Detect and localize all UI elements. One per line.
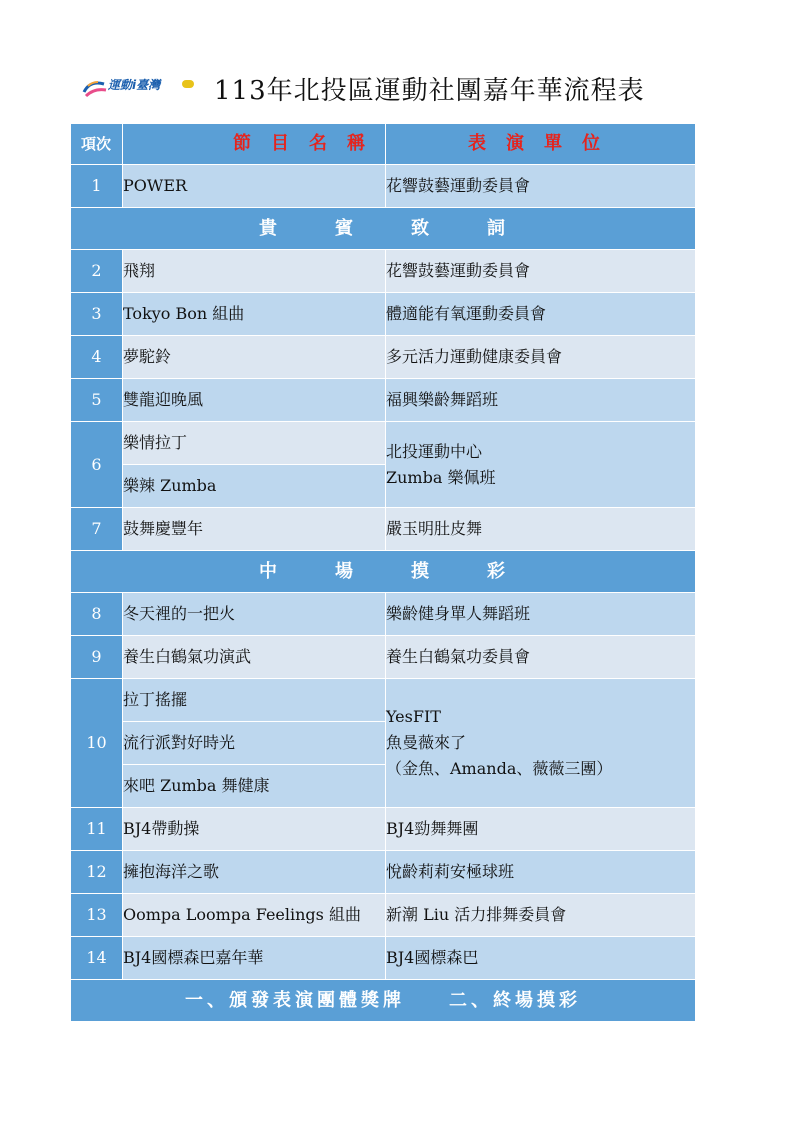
section-label: 貴賓致詞 bbox=[71, 208, 696, 250]
program-name: 鼓舞慶豐年 bbox=[123, 508, 386, 551]
table-row bbox=[71, 808, 696, 851]
row-index: 4 bbox=[71, 336, 123, 379]
performer-unit-line: YesFIT bbox=[386, 707, 441, 726]
col-header-unit: 表演單位 bbox=[386, 124, 696, 165]
table-row bbox=[71, 165, 696, 208]
program-name: Tokyo Bon 組曲 bbox=[123, 293, 386, 336]
performer-unit: 福興樂齡舞蹈班 bbox=[386, 379, 696, 422]
performer-unit: BJ4勁舞舞團 bbox=[386, 808, 696, 851]
program-name: BJ4國標森巴嘉年華 bbox=[123, 937, 386, 980]
row-index: 3 bbox=[71, 293, 123, 336]
section-label: 一、頒發表演團體獎牌 二、終場摸彩 bbox=[71, 980, 696, 1022]
table-row bbox=[71, 593, 696, 636]
table-row bbox=[71, 508, 696, 551]
row-index: 12 bbox=[71, 851, 123, 894]
performer-unit: 花響鼓藝運動委員會 bbox=[386, 250, 696, 293]
program-name: 樂情拉丁 bbox=[123, 422, 386, 465]
performer-unit: 樂齡健身單人舞蹈班 bbox=[386, 593, 696, 636]
page-header bbox=[82, 70, 645, 110]
row-index: 7 bbox=[71, 508, 123, 551]
section-row-break bbox=[71, 551, 696, 593]
row-index: 14 bbox=[71, 937, 123, 980]
table-row bbox=[71, 851, 696, 894]
table-row bbox=[71, 422, 696, 465]
performer-unit: 悅齡莉莉安極球班 bbox=[386, 851, 696, 894]
performer-unit-line: 北投運動中心 bbox=[386, 441, 483, 461]
program-table bbox=[70, 123, 696, 1022]
col-header-index: 項次 bbox=[71, 124, 123, 165]
logo-text: 運動i臺灣 bbox=[108, 78, 161, 92]
section-row-speech bbox=[71, 208, 696, 250]
program-name: 冬天裡的一把火 bbox=[123, 593, 386, 636]
program-name: 養生白鶴氣功演武 bbox=[123, 636, 386, 679]
performer-unit: 體適能有氧運動委員會 bbox=[386, 293, 696, 336]
program-name: POWER bbox=[123, 165, 386, 208]
row-index: 2 bbox=[71, 250, 123, 293]
table-header-row bbox=[71, 124, 696, 165]
program-name: 飛翔 bbox=[123, 250, 386, 293]
program-name: 來吧 Zumba 舞健康 bbox=[123, 765, 386, 808]
performer-unit: 花響鼓藝運動委員會 bbox=[386, 165, 696, 208]
table-row bbox=[71, 336, 696, 379]
col-header-name: 節目名稱 bbox=[123, 124, 386, 165]
performer-unit bbox=[386, 679, 696, 808]
logo-badge bbox=[182, 80, 194, 88]
program-name: Oompa Loompa Feelings 組曲 bbox=[123, 894, 386, 937]
performer-unit: BJ4國標森巴 bbox=[386, 937, 696, 980]
table-row bbox=[71, 636, 696, 679]
performer-unit: 養生白鶴氣功委員會 bbox=[386, 636, 696, 679]
program-name: 樂辣 Zumba bbox=[123, 465, 386, 508]
row-index: 10 bbox=[71, 679, 123, 808]
table-row bbox=[71, 293, 696, 336]
performer-unit bbox=[386, 422, 696, 508]
performer-unit: 嚴玉明肚皮舞 bbox=[386, 508, 696, 551]
program-name: 夢駝鈴 bbox=[123, 336, 386, 379]
program-name: 流行派對好時光 bbox=[123, 722, 386, 765]
performer-unit: 新潮 Liu 活力排舞委員會 bbox=[386, 894, 696, 937]
program-name: BJ4帶動操 bbox=[123, 808, 386, 851]
performer-unit-line: （金魚、Amanda、薇薇三團） bbox=[386, 759, 613, 778]
performer-unit: 多元活力運動健康委員會 bbox=[386, 336, 696, 379]
program-name: 雙龍迎晚風 bbox=[123, 379, 386, 422]
section-label: 中場摸彩 bbox=[71, 551, 696, 593]
section-row-final bbox=[71, 980, 696, 1022]
table-row bbox=[71, 679, 696, 722]
performer-unit-line: Zumba 樂佩班 bbox=[386, 467, 496, 487]
table-row bbox=[71, 894, 696, 937]
row-index: 13 bbox=[71, 894, 123, 937]
row-index: 8 bbox=[71, 593, 123, 636]
row-index: 5 bbox=[71, 379, 123, 422]
row-index: 11 bbox=[71, 808, 123, 851]
row-index: 6 bbox=[71, 422, 123, 508]
row-index: 9 bbox=[71, 636, 123, 679]
row-index: 1 bbox=[71, 165, 123, 208]
program-name: 擁抱海洋之歌 bbox=[123, 851, 386, 894]
sports-taiwan-logo bbox=[82, 78, 192, 100]
table-row bbox=[71, 250, 696, 293]
table-row bbox=[71, 379, 696, 422]
performer-unit-line: 魚曼薇來了 bbox=[386, 733, 467, 752]
program-name: 拉丁搖擺 bbox=[123, 679, 386, 722]
table-row bbox=[71, 937, 696, 980]
logo-swirl-icon bbox=[82, 78, 108, 100]
page-title: 113年北投區運動社團嘉年華流程表 bbox=[214, 76, 645, 106]
